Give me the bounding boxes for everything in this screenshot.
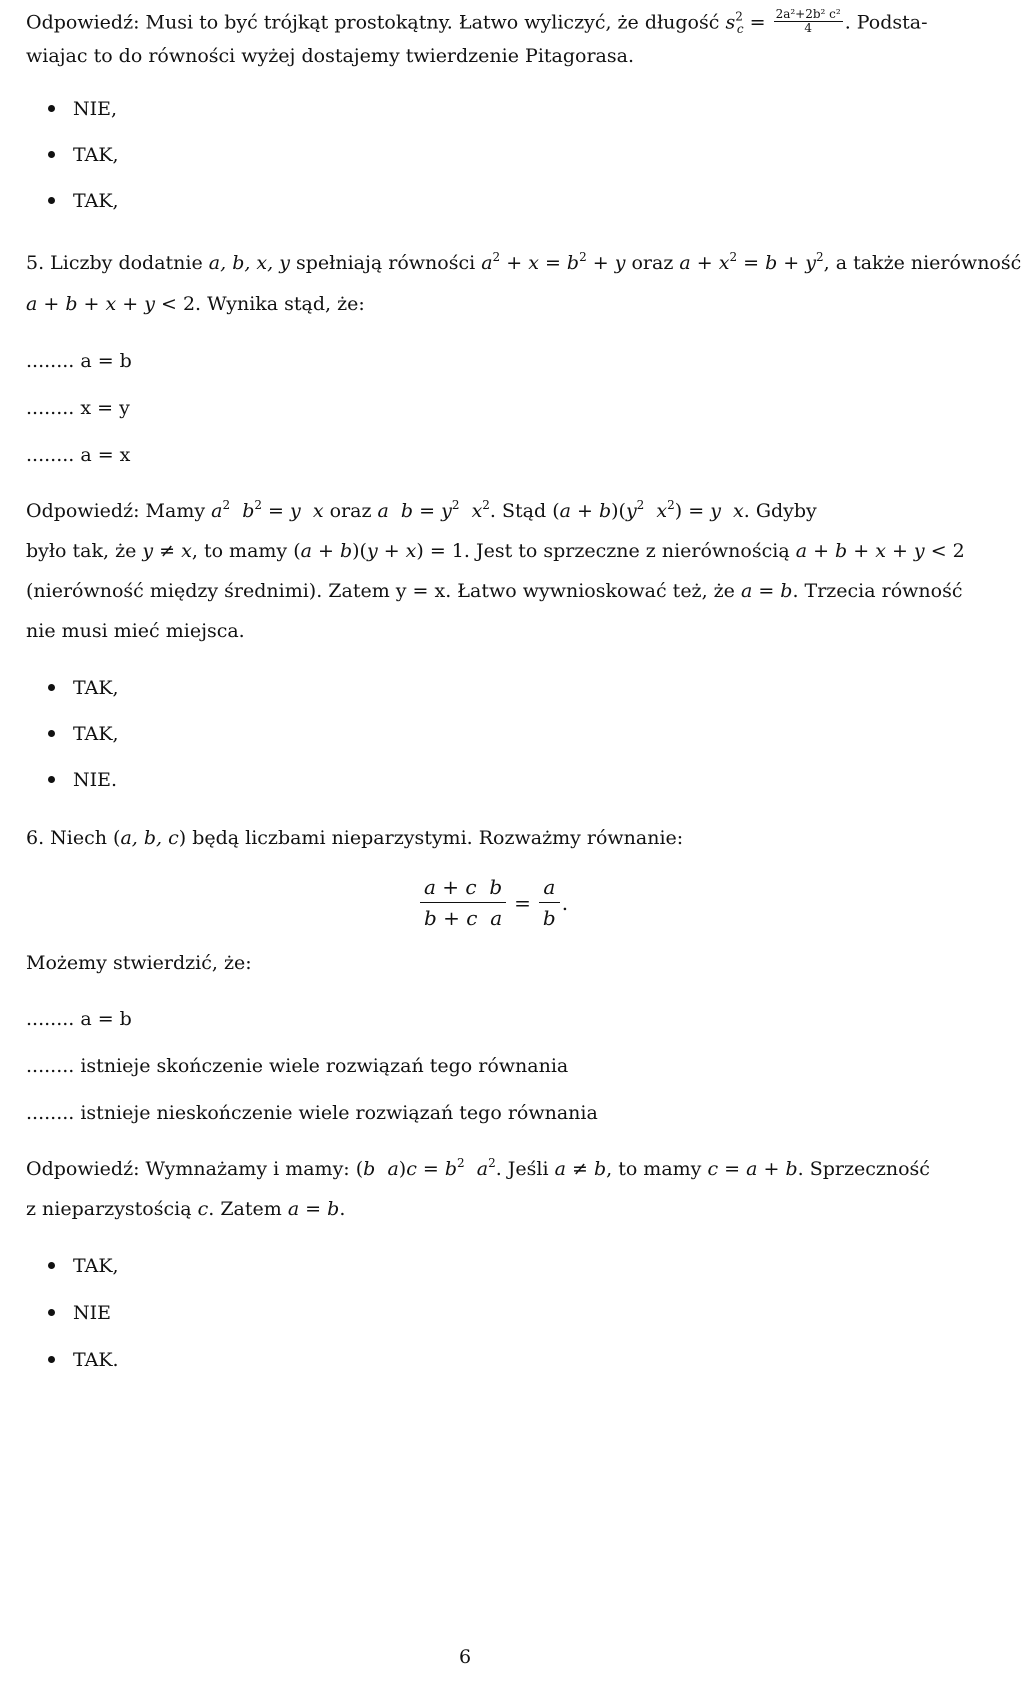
q5-line-1: 5. Liczby dodatnie a, b, x, y spełniają równości $a^2 + x = b^2 + y$ oraz $a + x^2 = b + y^2$, a także nierówność — [26, 250, 1021, 274]
length-fraction: $\frac{\text{2a²+2b² c²}}{4}$ — [775, 7, 841, 35]
q5-answer-line-2: było tak, że y ≠ x, to mamy (a + b)(y + x) = 1. Jest to sprzeczne z nierównością a + b + x + y < 2 — [26, 540, 965, 562]
q6-stwierdzic: Możemy stwierdzić, że: — [26, 952, 252, 974]
bullet-icon — [48, 151, 55, 158]
prev-answer-line-1: Odpowiedź: Musi to być trójkąt prostokątny. Łatwo wyliczyć, że długość $s^2_c$ = $\frac{\text{2a²+2b² c²}}{4}$ . Podsta- — [26, 7, 928, 36]
q6-answer-line-2: z nieparzystością c. Zatem a = b. — [26, 1198, 346, 1220]
bullet-icon — [48, 1309, 55, 1316]
bullet-icon — [48, 730, 55, 737]
q6-option-1: ........ a = b — [26, 1008, 132, 1030]
prev-bullet-2: TAK, — [48, 143, 119, 167]
bullet-icon — [48, 776, 55, 783]
bullet-icon — [48, 105, 55, 112]
q6-line-1: 6. Niech (a, b, c) będą liczbami nieparzystymi. Rozważmy równanie: — [26, 827, 684, 849]
bullet-icon — [48, 1356, 55, 1363]
q6-bullet-3: TAK. — [48, 1348, 119, 1372]
q5-option-3: ........ a = x — [26, 444, 131, 466]
q5-bullet-2: TAK, — [48, 722, 119, 746]
bullet-icon — [48, 1262, 55, 1269]
prev-bullet-3: TAK, — [48, 189, 119, 213]
q6-bullet-2: NIE — [48, 1301, 111, 1325]
q6-equation: $\frac{\text{a + c b}}{\text{b + c a}}$ = $\frac{a}{b}$ . — [420, 872, 576, 933]
q6-answer-line-1: Odpowiedź: Wymnażamy i mamy: (b $a)c = b^2$ $a^2$. Jeśli a ≠ b, to mamy c = a + b. Sprzeczność — [26, 1156, 930, 1180]
q5-bullet-1: TAK, — [48, 676, 119, 700]
prev-bullet-1: NIE, — [48, 97, 117, 121]
q6-option-2: ........ istnieje skończenie wiele rozwiązań tego równania — [26, 1055, 569, 1077]
q5-option-2: ........ x = y — [26, 397, 130, 419]
q5-answer-line-3: (nierówność między średnimi). Zatem y = x. Łatwo wywnioskować też, że a = b. Trzecia równość — [26, 580, 963, 602]
bullet-icon — [48, 197, 55, 204]
q5-bullet-3: NIE. — [48, 768, 117, 792]
q5-line-2: a + b + x + y < 2. Wynika stąd, że: — [26, 293, 365, 315]
q6-bullet-1: TAK, — [48, 1254, 119, 1278]
page-number: 6 — [458, 1646, 472, 1668]
prev-answer-line-2: wiajac to do równości wyżej dostajemy twierdzenie Pitagorasa. — [26, 45, 634, 67]
q5-answer-line-1: Odpowiedź: Mamy $a^2$ $b^2 = y$ x oraz a $b = y^2$ $x^2$. Stąd $(a + b)(y^2$ $x^2) = y$ x. Gdyby — [26, 498, 817, 522]
q6-option-3: ........ istnieje nieskończenie wiele rozwiązań tego równania — [26, 1102, 598, 1124]
bullet-icon — [48, 684, 55, 691]
q5-option-1: ........ a = b — [26, 350, 132, 372]
q5-answer-line-4: nie musi mieć miejsca. — [26, 620, 245, 642]
